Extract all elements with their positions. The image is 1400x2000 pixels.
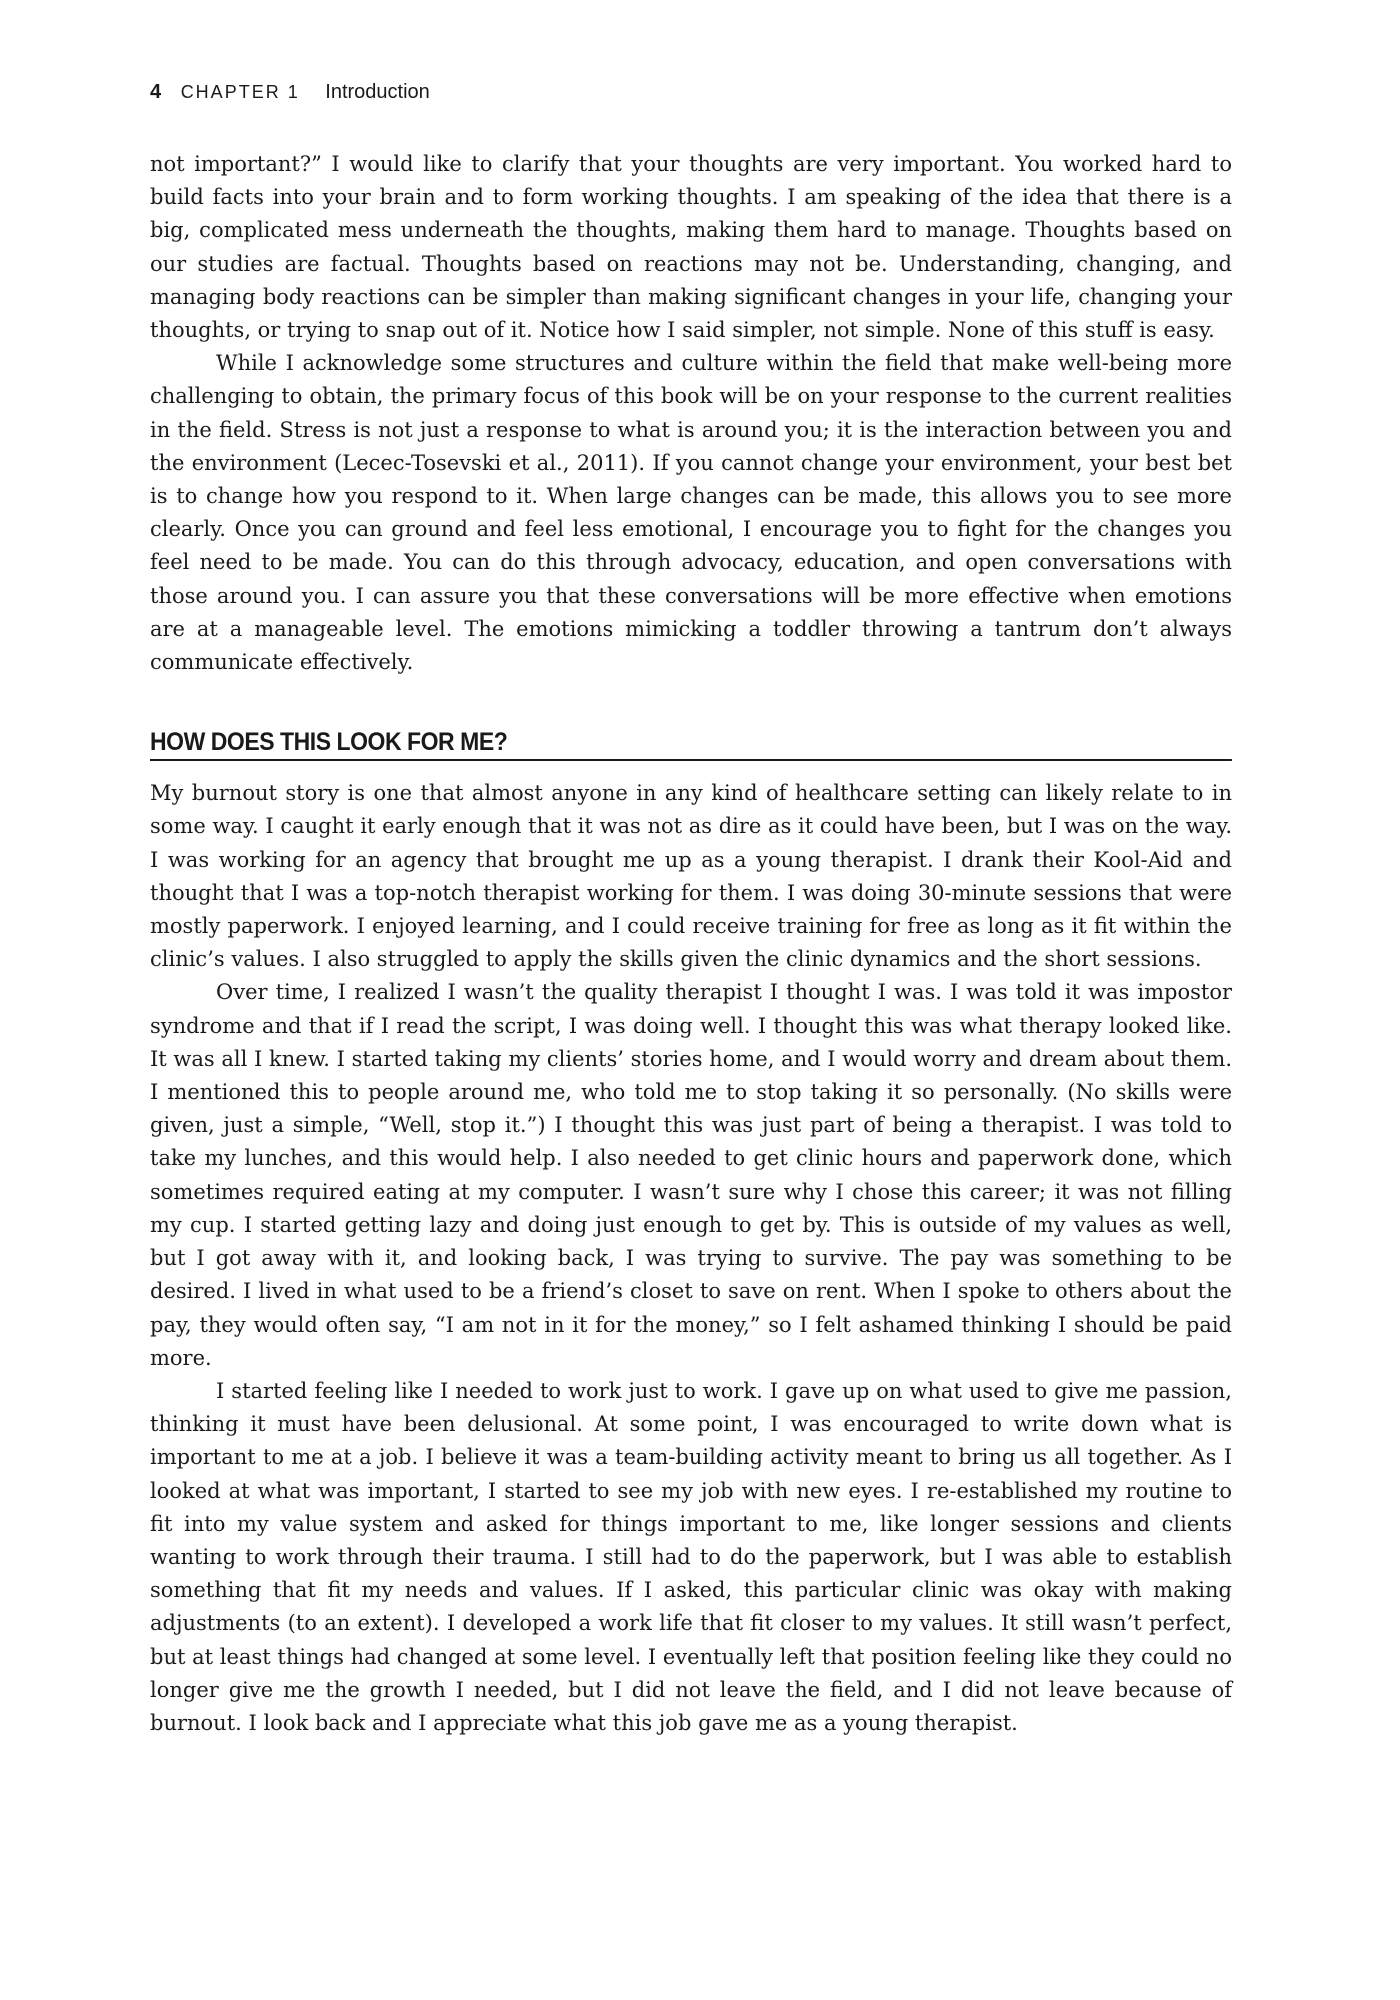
paragraph: I started feeling like I needed to work just to work. I gave up on what used to give me passion, thinking it must have been delusional. At some point, I was encouraged to write down what is important to me at a job. I believe it was a team-building activity meant to bring us all together. As I looked at what was important, I started to see my job with new eyes. I re-established my routine to fit into my value system and asked for things important to me, like longer sessions and clients wanting to work through their trauma. I still had to do the paperwork, but I was able to establish something that fit my needs and values. If I asked, this particular clinic was okay with making adjustments (to an extent). I developed a work life that fit closer to my values. It still wasn’t perfect, but at least things had changed at some level. I eventually left that position feeling like they could no longer give me the growth I needed, but I did not leave the field, and I did not leave because of burnout. I look back and I appreciate what this job gave me as a young therapist. [150, 1378, 1232, 1735]
paragraph: While I acknowledge some structures and culture within the field that make well-being more challenging to obtain, the primary focus of this book will be on your response to the current realities in the field. Stress is not just a response to what is around you; it is the interaction between you and the environment (Lecec-Tosevski et al., 2011). If you cannot change your environment, your best bet is to change how you respond to it. When large changes can be made, this allows you to see more clearly. Once you can ground and feel less emotional, I encourage you to fight for the changes you feel need to be made. You can do this through advocacy, education, and open conversations with those around you. I can assure you that these conversations will be more effective when emotions are at a manageable level. The emotions mimicking a toddler throwing a tantrum don’t always communicate effectively. [150, 351, 1232, 675]
chapter-label: CHAPTER 1 [180, 82, 300, 102]
paragraph: My burnout story is one that almost anyone in any kind of healthcare setting can likely relate to in some way. I caught it early enough that it was not as dire as it could have been, but I was on the way. I was working for an agency that brought me up as a young therapist. I drank their Kool-Aid and thought that I was a top-notch therapist working for them. I was doing 30-minute sessions that were mostly paperwork. I enjoyed learning, and I could receive training for free as long as it fit within the clinic’s values. I also struggled to apply the skills given the clinic dynamics and the short sessions. [150, 781, 1232, 972]
running-head [150, 72, 1232, 112]
section-heading: HOW DOES THIS LOOK FOR ME? [150, 725, 1232, 761]
chapter-title: Introduction [325, 81, 430, 103]
book-page [150, 72, 1232, 1740]
paragraph: not important?” I would like to clarify that your thoughts are very important. You worked hard to build facts into your brain and to form working thoughts. I am speaking of the idea that there is a big, complicated mess underneath the thoughts, making them hard to manage. Thoughts based on our studies are factual. Thoughts based on reactions may not be. Understanding, changing, and managing body reactions can be simpler than making significant changes in your life, changing your thoughts, or trying to snap out of it. Notice how I said simpler, not simple. None of this stuff is easy. [150, 152, 1232, 343]
paragraph: Over time, I realized I wasn’t the quality therapist I thought I was. I was told it was impostor syndrome and that if I read the script, I was doing well. I thought this was what therapy looked like. It was all I knew. I started taking my clients’ stories home, and I would worry and dream about them. I mentioned this to people around me, who told me to stop taking it so personally. (No skills were given, just a simple, “Well, stop it.”) I thought this was just part of being a therapist. I was told to take my lunches, and this would help. I also needed to get clinic hours and paperwork done, which sometimes required eating at my computer. I wasn’t sure why I chose this career; it was not filling my cup. I started getting lazy and doing just enough to get by. This is outside of my values as well, but I got away with it, and looking back, I was trying to survive. The pay was something to be desired. I lived in what used to be a friend’s closet to save on rent. When I spoke to others about the pay, they would often say, “I am not in it for the money,” so I felt ashamed thinking I should be paid more. [150, 980, 1232, 1370]
page-number: 4 [150, 81, 162, 103]
